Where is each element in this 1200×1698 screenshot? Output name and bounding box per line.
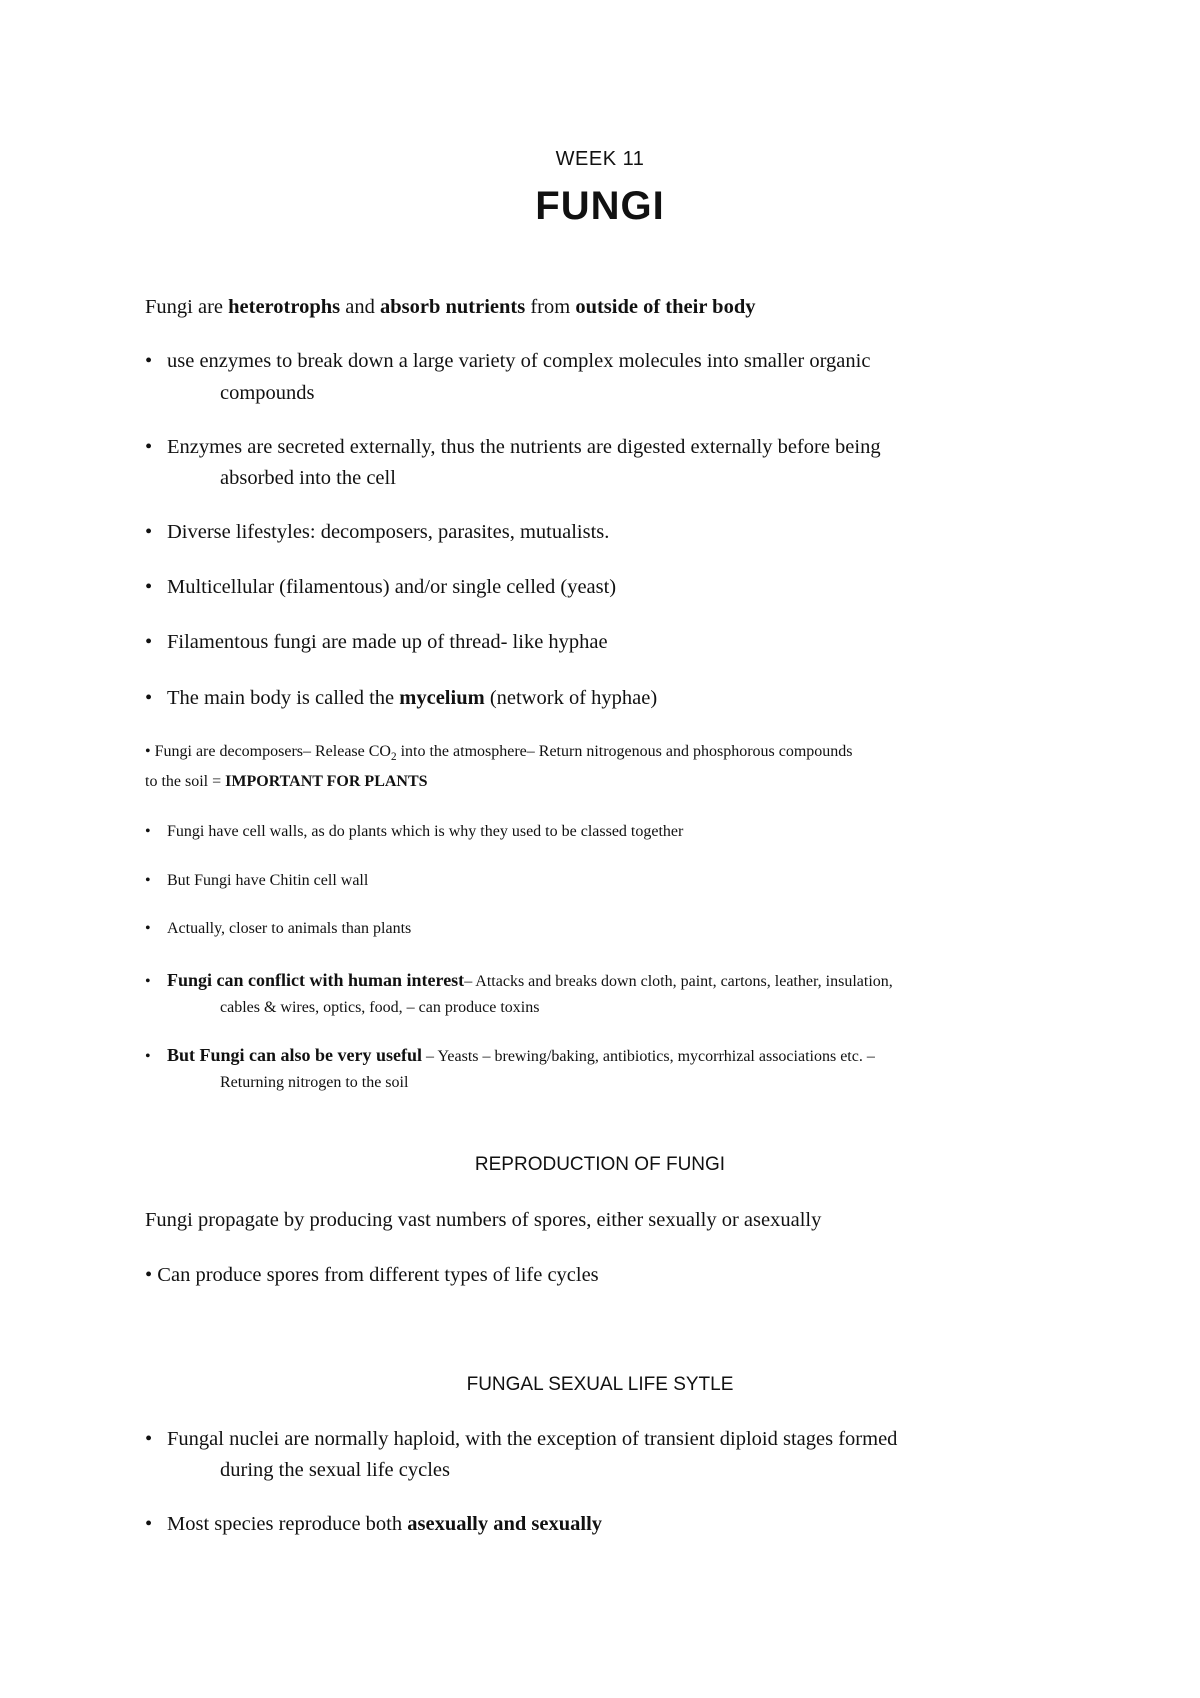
reproduction-paragraph: Fungi propagate by producing vast numbers of spores, either sexually or asexually — [145, 1209, 822, 1231]
section-heading-reproduction: REPRODUCTION OF FUNGI — [474, 1154, 726, 1175]
section-heading-sexual-life-style: FUNGAL SEXUAL LIFE SYTLE — [466, 1374, 734, 1395]
list-item-continuation: to the soil = IMPORTANT FOR PLANTS — [145, 773, 428, 790]
list-item: • Can produce spores from different types of life cycles — [145, 1264, 599, 1286]
list-item: • Fungal nuclei are normally haploid, with the exception of transient diploid stages formed — [145, 1428, 898, 1450]
list-item: • But Fungi can also be very useful – Yeasts – brewing/baking, antibiotics, mycorrhizal associations etc. – — [145, 1045, 875, 1065]
list-item-continuation: cables & wires, optics, food, – can produce toxins — [220, 999, 540, 1016]
list-item: • Fungi have cell walls, as do plants which is why they used to be classed together — [145, 823, 684, 840]
list-item: • Fungi can conflict with human interest– Attacks and breaks down cloth, paint, cartons, leather, insulation, — [145, 970, 893, 990]
list-item: • The main body is called the mycelium (network of hyphae) — [145, 687, 658, 709]
list-item: • But Fungi have Chitin cell wall — [145, 872, 369, 889]
list-item-continuation: Returning nitrogen to the soil — [220, 1074, 409, 1091]
page-title: FUNGI — [535, 184, 665, 228]
list-item: • Most species reproduce both asexually and sexually — [145, 1513, 603, 1535]
list-item: • Enzymes are secreted externally, thus the nutrients are digested externally before being — [145, 436, 881, 458]
list-item-continuation: during the sexual life cycles — [220, 1459, 450, 1481]
list-item: • Multicellular (filamentous) and/or single celled (yeast) — [145, 576, 617, 598]
list-item: • use enzymes to break down a large variety of complex molecules into smaller organic — [145, 350, 871, 372]
intro-paragraph: Fungi are heterotrophs and absorb nutrients from outside of their body — [145, 296, 756, 318]
list-item-continuation: compounds — [220, 382, 315, 404]
list-item-decomposers: • Fungi are decomposers– Release $CO_2$ into the atmosphere– Return nitrogenous and phosphorous compounds — [145, 743, 853, 763]
week-label: WEEK 11 — [555, 148, 645, 170]
list-item: • Actually, closer to animals than plants — [145, 920, 412, 937]
list-item: • Filamentous fungi are made up of thread- like hyphae — [145, 631, 608, 653]
list-item: • Diverse lifestyles: decomposers, parasites, mutualists. — [145, 521, 610, 543]
list-item-continuation: absorbed into the cell — [220, 467, 396, 489]
